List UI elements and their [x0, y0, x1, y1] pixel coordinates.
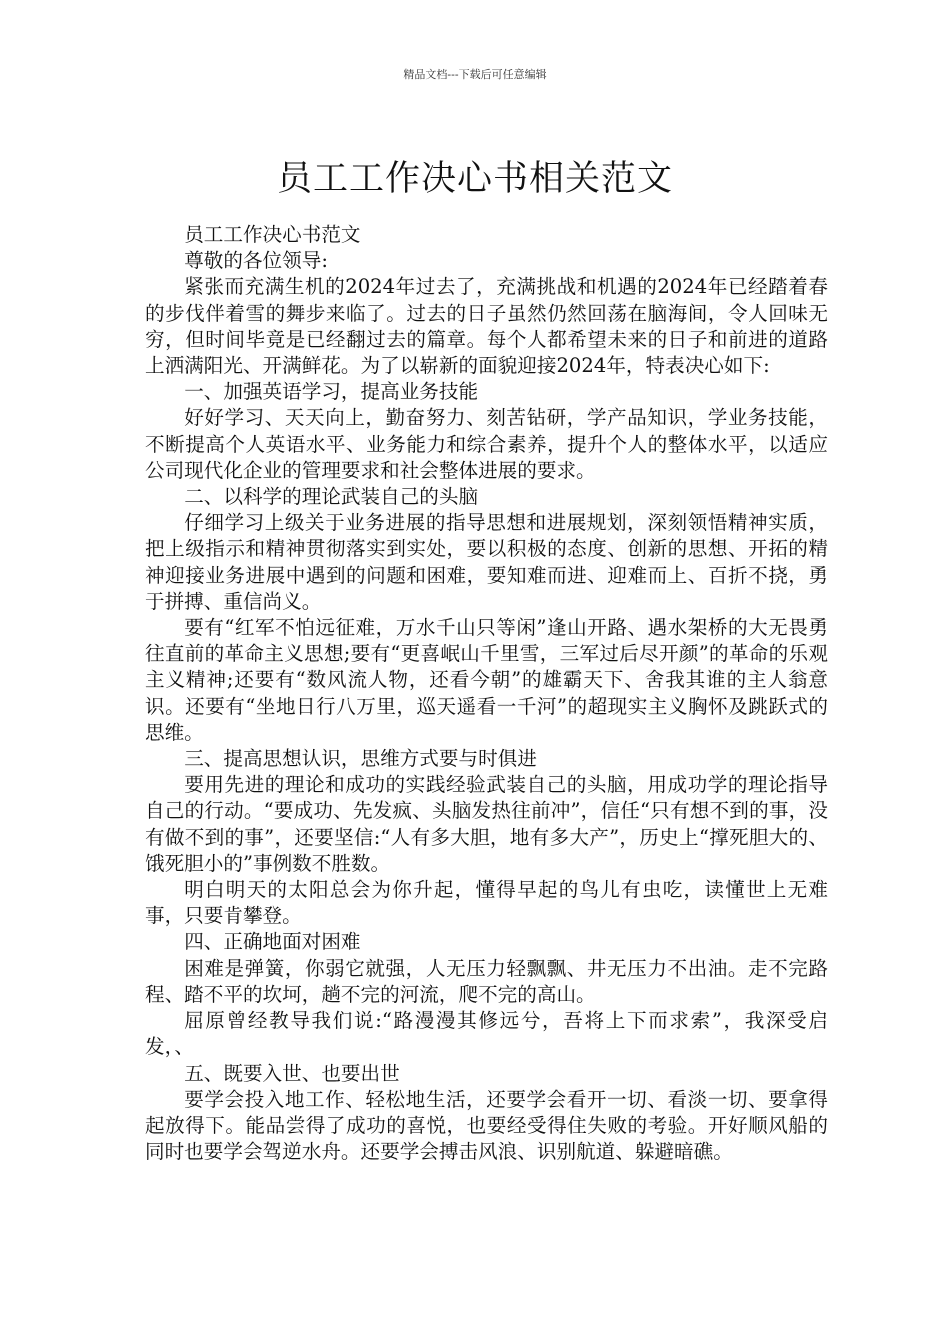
- paragraph-section-2a: 仔细学习上级关于业务进展的指导思想和进展规划，深刻领悟精神实质，把上级指示和精神贯彻落实到实处，要以积极的态度、创新的思想、开拓的精神迎接业务进展中遇到的问题和困难，要知难而进、迎难而上、百折不挠，勇于拼搏、重信尚义。: [145, 511, 828, 613]
- document-body: [145, 222, 828, 1165]
- paragraph-section-2b: 要有“红军不怕远征难，万水千山只等闲”逢山开路、遇水架桥的大无畏勇往直前的革命主义思想;要有“更喜岷山千里雪，三军过后尽开颜”的革命的乐观主义精神;还要有“数风流人物，还看今朝”的雄霸天下、舍我其谁的主人翁意识。还要有“坐地日行八万里，巡天遥看一千河”的超现实主义胸怀及跳跃式的思维。: [145, 616, 828, 744]
- paragraph-section-5: 要学会投入地工作、轻松地生活，还要学会看开一切、看淡一切、要拿得起放得下。能品尝得了成功的喜悦，也要经受得住失败的考验。开好顺风船的同时也要学会驾逆水舟。还要学会搏击风浪、识别航道、躲避暗礁。: [145, 1087, 828, 1164]
- paragraph-section-4a: 困难是弹簧，你弱它就强，人无压力轻飘飘、井无压力不出油。走不完路程、踏不平的坎坷，趟不完的河流，爬不完的高山。: [145, 956, 828, 1006]
- paragraph-section-3a: 要用先进的理论和成功的实践经验武装自己的头脑，用成功学的理论指导自己的行动。“要成功、先发疯、头脑发热往前冲”，信任“只有想不到的事，没有做不到的事”，还要坚信:“人有多大胆，地有多大产”，历史上“撑死胆大的、饿死胆小的”事例数不胜数。: [145, 773, 828, 875]
- paragraph-section-4b: 屈原曾经教导我们说:“路漫漫其修远兮，吾将上下而求索”，我深受启发，、: [145, 1009, 828, 1059]
- paragraph-section-3b: 明白明天的太阳总会为你升起，懂得早起的鸟儿有虫吃，读懂世上无难事，只要肯攀登。: [145, 878, 828, 928]
- paragraph-intro: 紧张而充满生机的2024年过去了，充满挑战和机遇的2024年已经踏着春的步伐伴着雪的舞步来临了。过去的日子虽然仍然回荡在脑海间，令人回味无穷，但时间毕竟是已经翻过去的篇章。每个人都希望未来的日子和前进的道路上洒满阳光、开满鲜花。为了以崭新的面貌迎接2024年，特表决心如下:: [145, 275, 828, 378]
- header-note: 精品文档---下载后可任意编辑: [403, 68, 547, 81]
- section-heading-3: 三、提高思想认识，思维方式要与时俱进: [184, 747, 537, 771]
- paragraph-section-1: 好好学习、天天向上，勤奋努力、刻苦钻研，学产品知识，学业务技能，不断提高个人英语水平、业务能力和综合素养，提升个人的整体水平，以适应公司现代化企业的管理要求和社会整体进展的要求。: [145, 406, 828, 482]
- document-title: 员工工作决心书相关范文: [276, 159, 673, 200]
- paragraph-subtitle: 员工工作决心书范文: [184, 223, 361, 246]
- section-heading-5: 五、既要入世、也要出世: [184, 1061, 400, 1085]
- section-heading-1: 一、加强英语学习，提高业务技能: [184, 380, 479, 404]
- paragraph-salutation: 尊敬的各位领导:: [184, 249, 328, 273]
- section-heading-4: 四、正确地面对困难: [184, 930, 361, 954]
- section-heading-2: 二、以科学的理论武装自己的头脑: [184, 485, 479, 509]
